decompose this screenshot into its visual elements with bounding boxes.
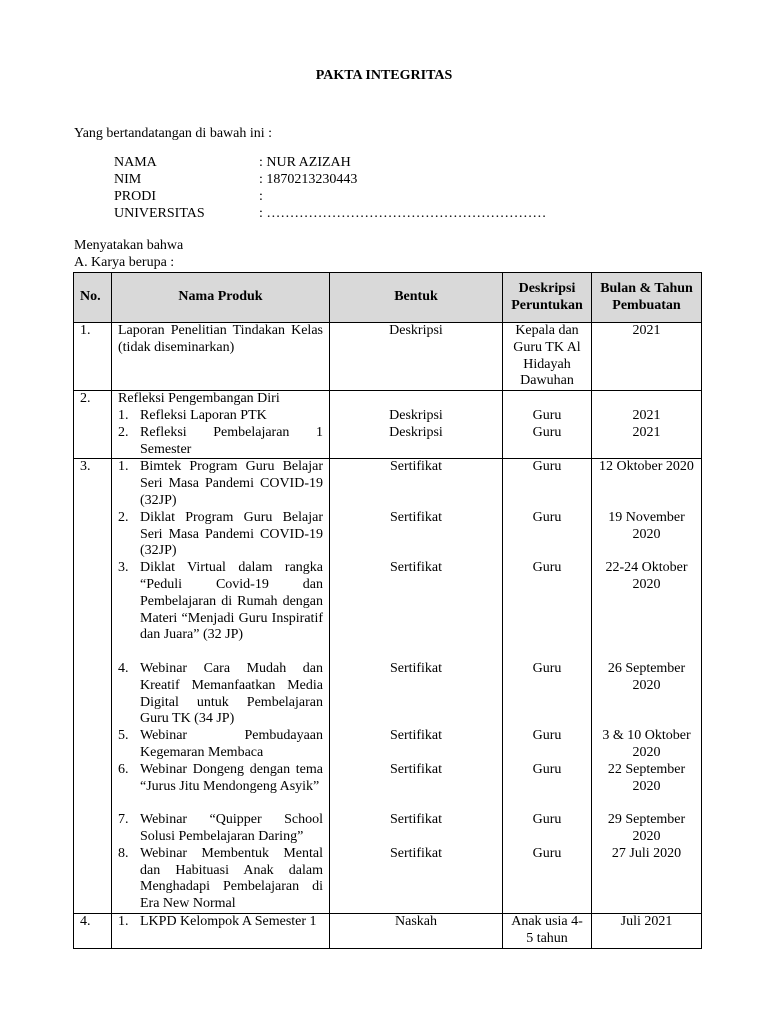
item-text: Webinar Cara Mudah dan Kreatif Memanfaatkan Media Digital untuk Pembelajaran Guru TK (34 JP)	[140, 660, 323, 727]
cell-deskripsi: Kepala dan Guru TK Al Hidayah Dawuhan	[503, 323, 592, 391]
identity-block	[114, 155, 546, 223]
table-row	[74, 323, 702, 391]
item-deskripsi: Guru	[532, 761, 562, 777]
item-bentuk: Sertifikat	[389, 812, 443, 828]
item-number: 1.	[118, 459, 129, 475]
item-bulan: 19 November 2020	[608, 509, 685, 542]
item-bentuk: Sertifikat	[389, 728, 443, 744]
item-bentuk: Sertifikat	[389, 761, 443, 777]
item-bentuk: Sertifikat	[389, 845, 443, 861]
cell-nama	[112, 391, 330, 459]
item-text: Refleksi Laporan PTK	[140, 407, 267, 423]
item-text: LKPD Kelompok A Semester 1	[140, 913, 317, 929]
item-text: Webinar “Quipper School Solusi Pembelajaran Daring”	[140, 812, 323, 844]
cell-bulan: 2021	[592, 323, 702, 391]
item-number: 4.	[118, 660, 129, 676]
item-bulan: 26 September 2020	[607, 660, 686, 693]
identity-label: UNIVERSITAS	[114, 206, 205, 221]
item-number: 8.	[118, 845, 129, 861]
item-number: 5.	[118, 728, 129, 744]
list-item	[118, 728, 323, 762]
cell-bulan	[592, 391, 702, 459]
list-item	[118, 510, 323, 560]
identity-value: :	[259, 189, 263, 204]
item-bulan: 12 Oktober 2020	[599, 459, 694, 475]
item-deskripsi: Guru	[532, 845, 562, 861]
item-bulan: 29 September 2020	[607, 812, 686, 844]
header-bentuk: Bentuk	[330, 273, 503, 323]
cell-no: 3.	[74, 459, 112, 914]
item-text: Webinar Membentuk Mental dan Habituasi Anak dalam Menghadapi Pembelajaran di Era New Normal	[140, 845, 323, 912]
item-deskripsi: Guru	[532, 660, 562, 676]
list-item	[118, 560, 323, 661]
cell-no: 4.	[74, 913, 112, 948]
cell-bentuk	[330, 391, 503, 459]
cell-no: 1.	[74, 323, 112, 391]
list-item	[118, 846, 323, 913]
item-deskripsi: Guru	[532, 407, 562, 423]
section-text: Karya berupa :	[91, 255, 175, 270]
identity-row-universitas	[114, 206, 546, 223]
item-bulan: 2021	[632, 407, 661, 423]
list-item	[118, 762, 323, 812]
item-bentuk: Sertifikat	[389, 509, 443, 525]
item-number: 2.	[118, 424, 129, 440]
cell-bulan: Juli 2021	[592, 913, 702, 948]
item-bulan: 3 & 10 Oktober 2020	[602, 728, 691, 760]
table-row	[74, 459, 702, 914]
list-item	[118, 914, 323, 931]
item-number: 6.	[118, 761, 129, 777]
karya-table	[73, 272, 702, 949]
identity-label: NAMA	[114, 155, 157, 170]
item-bulan: 22 September 2020	[607, 761, 686, 794]
identity-value: : ……………………………………………………	[259, 206, 547, 221]
header-deskripsi: Deskripsi Peruntukan	[503, 273, 592, 323]
intro-text: Yang bertandatangan di bawah ini :	[74, 126, 273, 141]
item-bentuk: Deskripsi	[389, 407, 443, 423]
item-deskripsi: Guru	[532, 424, 562, 440]
cell-deskripsi	[503, 391, 592, 459]
table-row	[74, 391, 702, 459]
identity-row-nim	[114, 172, 546, 189]
identity-row-nama	[114, 155, 546, 172]
item-bentuk: Sertifikat	[389, 660, 443, 676]
list-item	[118, 408, 323, 425]
list-item	[118, 425, 323, 459]
header-bulan-tahun: Bulan & Tahun Pembuatan	[592, 273, 702, 323]
cell-deskripsi: Anak usia 4-5 tahun	[503, 913, 592, 948]
cell-nama	[112, 459, 330, 914]
cell-bentuk: Deskripsi	[330, 323, 503, 391]
item-bulan: 2021	[632, 424, 661, 440]
item-deskripsi: Guru	[532, 459, 562, 475]
item-deskripsi: Guru	[532, 509, 562, 525]
item-number: 3.	[118, 560, 129, 576]
identity-row-prodi	[114, 189, 546, 206]
item-deskripsi: Guru	[532, 812, 562, 828]
identity-value: : NUR AZIZAH	[259, 155, 351, 170]
cell-bentuk: Naskah	[330, 913, 503, 948]
identity-label: NIM	[114, 172, 142, 187]
list-item	[118, 812, 323, 846]
section-a-heading	[74, 255, 174, 272]
identity-label: PRODI	[114, 189, 157, 204]
list-item	[118, 459, 323, 509]
item-text: Refleksi Pembelajaran 1 Semester	[140, 424, 323, 457]
item-deskripsi: Guru	[532, 728, 562, 744]
item-number: 2.	[118, 509, 129, 525]
document-title: PAKTA INTEGRITAS	[315, 68, 453, 83]
header-no: No.	[74, 273, 112, 323]
item-bentuk: Sertifikat	[389, 560, 443, 576]
cell-deskripsi	[503, 459, 592, 914]
cell-bentuk	[330, 459, 503, 914]
item-bentuk: Sertifikat	[389, 459, 443, 475]
table-header-row	[74, 273, 702, 323]
item-deskripsi: Guru	[532, 560, 562, 576]
header-nama-produk: Nama Produk	[112, 273, 330, 323]
table-row	[74, 913, 702, 948]
item-text: Diklat Program Guru Belajar Seri Masa Pandemi COVID-19 (32JP)	[140, 509, 323, 559]
item-number: 7.	[118, 812, 129, 828]
item-bulan: 27 Juli 2020	[611, 845, 682, 861]
identity-value: : 1870213230443	[259, 172, 358, 187]
cell-no: 2.	[74, 391, 112, 459]
item-number: 1.	[118, 407, 129, 423]
section-letter: A.	[74, 255, 88, 270]
cell-bulan	[592, 459, 702, 914]
statement-text: Menyatakan bahwa	[74, 238, 184, 253]
item-number: 1.	[118, 913, 129, 929]
row-heading: Refleksi Pengembangan Diri	[118, 391, 280, 407]
cell-nama: Laporan Penelitian Tindakan Kelas (tidak diseminarkan)	[112, 323, 330, 391]
list-item	[118, 661, 323, 728]
cell-nama	[112, 913, 330, 948]
item-text: Webinar Dongeng dengan tema “Jurus Jitu Mendongeng Asyik”	[140, 761, 323, 794]
item-text: Bimtek Program Guru Belajar Seri Masa Pandemi COVID-19 (32JP)	[140, 459, 323, 508]
item-text: Diklat Virtual dalam rangka “Peduli Covid-19 dan Pembelajaran di Rumah dengan Materi “Menjadi Guru Inspiratif dan Juara” (32 JP)	[140, 560, 323, 643]
item-bulan: 22-24 Oktober 2020	[605, 560, 688, 592]
item-text: Webinar Pembudayaan Kegemaran Membaca	[140, 728, 323, 760]
item-bentuk: Deskripsi	[389, 424, 443, 440]
